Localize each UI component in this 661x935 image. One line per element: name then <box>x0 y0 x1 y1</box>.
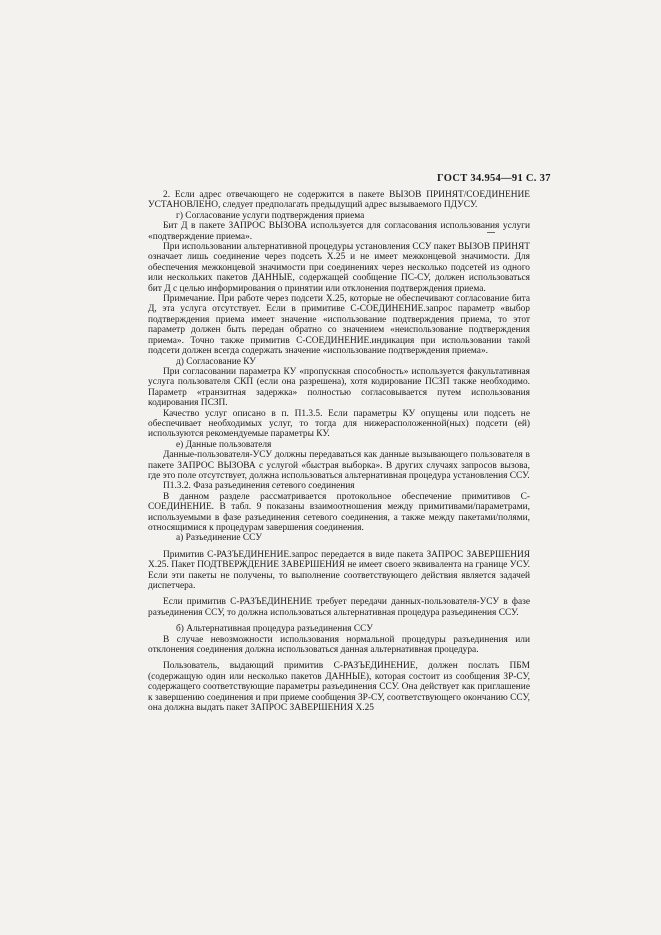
paragraph: д) Согласование КУ <box>176 356 256 367</box>
page-header-gost: ГОСТ 34.954—91 С. 37 <box>437 173 551 184</box>
section-heading: П1.3.2. Фаза разъединения сетевого соединения <box>163 481 355 492</box>
paragraph: Если примитив С-РАЗЪЕДИНЕНИЕ требует передачи данных-пользователя-УСУ в фазе разъединения ССУ, то должна использоваться альтернативная процедура разъединения ССУ. <box>148 597 530 618</box>
paragraph: Бит Д в пакете ЗАПРОС ВЫЗОВА используется для согласования использования услуги «подтверждение приема». <box>148 221 530 242</box>
paragraph: б) Альтернативная процедура разъединения ССУ <box>176 624 373 635</box>
paragraph: В данном разделе рассматривается протокольное обеспечение примитивов С-СОЕДИНЕНИЕ. В табл. 9 показаны взаимоотношения между примитивами/параметрами, используемыми в фазе разъединения сетевого соединения, а также между пакетами/полями, относящимися к процедурам завершения соединения. <box>148 491 530 533</box>
paragraph: а) Разъединение ССУ <box>176 533 262 544</box>
note-paragraph: Примечание. При работе через подсети Х.25, которые не обеспечивают согласование бита Д, эта услуга отсутствует. Если в примитиве С-СОЕДИНЕНИЕ.запрос параметр «выбор подтверждения приема имеет значение «использование подтверждения приема, то этот параметр должен быть передан обратно со значением «неиспользование подтверждения приема». Точно также примитив С-СОЕДИНЕНИЕ.индикация при использовании такой подсети должен всегда содержать значение «использование подтверждения приема». <box>148 294 530 357</box>
document-body <box>148 190 530 714</box>
paragraph: Качество услуг описано в п. П1.3.5. Если параметры КУ опущены или подсеть не обеспечивает необходимых услуг, то тогда для нижерасположенной(ных) подсети (ей) используются рекомендуемые параметры КУ. <box>148 408 530 440</box>
paragraph: 2. Если адрес отвечающего не содержится в пакете ВЫЗОВ ПРИНЯТ/СОЕДИНЕНИЕ УСТАНОВЛЕНО, следует предполагать предыдущий адрес вызываемого ПДУСУ. <box>148 190 530 211</box>
paragraph: г) Согласование услуги подтверждения приема <box>176 210 365 221</box>
paragraph: Пользователь, выдающий примитив С-РАЗЪЕДИНЕНИЕ, должен послать ПБМ (содержащую один или несколько пакетов ДАННЫЕ), которая состоит из сообщения ЗР-СУ, содержащего соответствующие параметры разъединения ССУ. Она действует как приглашение к завершению соединения и при приеме сообщения ЗР-СУ, соответствующего окончанию ССУ, она должна выдать пакет ЗАПРОС ЗАВЕРШЕНИЯ Х.25 <box>148 661 530 714</box>
paragraph: Примитив С-РАЗЪЕДИНЕНИЕ.запрос передается в виде пакета ЗАПРОС ЗАВЕРШЕНИЯ Х.25. Пакет ПОДТВЕРЖДЕНИЕ ЗАВЕРШЕНИЯ не имеет своего эквивалента на границе УСУ. Если эти пакеты не получены, то выполнение соответствующего действия является задачей диспетчера. <box>148 549 530 592</box>
paragraph: При использовании альтернативной процедуры установления ССУ пакет ВЫЗОВ ПРИНЯТ означает лишь соединение через подсеть Х.25 и не имеет межконцевой значимости. Для обеспечения межконцевой значимости при соединениях через несколько подсетей из одного или нескольких пакетов ДАННЫЕ, содержащей сообщение ПС-СУ, должен использоваться бит Д с целью информирования о принятии или отклонения подтверждения приема. <box>148 242 530 294</box>
paragraph: е) Данные пользователя <box>176 439 272 450</box>
paragraph: Данные-пользователя-УСУ должны передаваться как данные вызывающего пользователя в пакете ЗАПРОС ВЫЗОВА с услугой «быстрая выборка». В других случаях запросов вызова, где это поле отсутствует, должна использоваться альтернативная процедура установления ССУ. <box>148 450 530 481</box>
paragraph: При согласовании параметра КУ «пропускная способность» используется факультативная услуга пользователя СКП (если она разрешена), хотя кодирование ПСЗП также необходимо. Параметр «транзитная задержка» полностью согласовывается путем использования кодирования ПСЗП. <box>148 366 530 409</box>
paragraph: В случае невозможности использования нормальной процедуры разъединения или отклонения соединения должна использоваться данная альтернативная процедура. <box>148 634 530 656</box>
